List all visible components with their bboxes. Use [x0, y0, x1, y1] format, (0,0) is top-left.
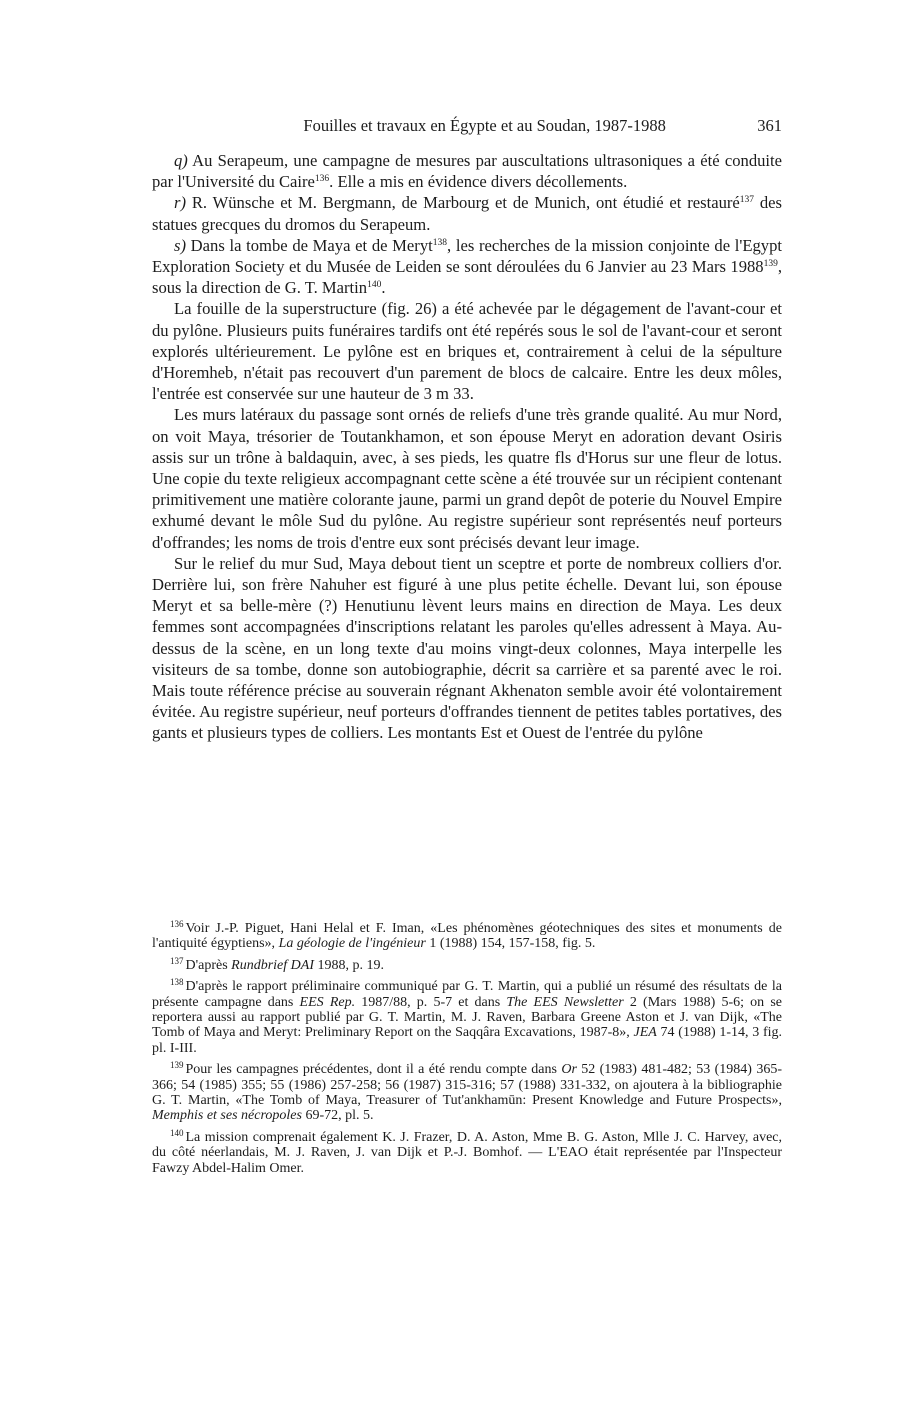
paragraph-north-wall: Les murs latéraux du passage sont ornés de reliefs d'une très grande qualité. Au mur Nord, on voit Maya, trésorier de Toutankhamon, et son épouse Meryt en adoration devant Osiris assis sur un trône à baldaquin, avec, à ses pieds, les quatre fls d'Horus sur une fleur de lotus. Une copie du texte religieux accompagnant cette scène a été trouvée sur un récipient contenant primitivement une matière colorante jaune, parmi un grand depôt de poterie du Nouvel Empire exhumé devant le môle Sud du pylône. Au registre supérieur sont représentés neuf porteurs d'offrandes; les noms de trois d'entre eux sont précisés devant leur image. [152, 405, 782, 552]
footnote-number: 138 [170, 977, 184, 988]
footnote-number: 139 [170, 1060, 184, 1071]
page-column [152, 116, 782, 744]
footnote-139: $^{139}$ Pour les campagnes précédentes, dont il a été rendu compte dans Or 52 (1983) 481-482; 53 (1984) 365-366; 54 (1985) 355; 55 (1986) 257-258; 56 (1987) 315-316; 57 (1988) 331-332, on ajoutera à la bibliographie G. T. Martin, «The Tomb of Maya, Treasurer of Tut'ankhamūn: Present Knowledge and Future Prospects», Memphis et ses nécropoles 69-72, pl. 5. [152, 1060, 782, 1124]
paragraph-superstructure: La fouille de la superstructure (fig. 26) a été achevée par le dégagement de l'avant-cour et du pylône. Plusieurs puits funéraires tardifs ont été repérés sous le sol de l'avant-cour et seront explorés ultérieurement. Le pylône est en briques et, contrairement à celui de la sépulture d'Horemheb, n'était pas recouvert d'un parement de blocs de calcaire. Entre les deux môles, l'entrée est conservée sur une hauteur de 3 m 33. [152, 299, 782, 404]
item-label: q) [174, 151, 188, 170]
footnote-137: $^{137}$ D'après Rundbrief DAI 1988, p. 19. [170, 955, 384, 973]
footnote-number: 136 [170, 919, 184, 929]
footnote-138: $^{138}$ D'après le rapport préliminaire communiqué par G. T. Martin, qui a publié un résumé des résultats de la présente campagne dans EES Rep. 1987/88, p. 5-7 et dans The EES Newsletter 2 (Mars 1988) 5-6; on se reportera aussi au rapport publié par G. T. Martin, M. J. Raven, Barbara Greene Aston et J. van Dijk, «The Tomb of Maya and Meryt: Preliminary Report on the Saqqâra Excavations, 1987-8», JEA 74 (1988) 1-14, 3 fig. pl. I-III. [152, 977, 782, 1056]
paragraph-r: r) R. Wünsche et M. Bergmann, de Marbourg et de Munich, ont étudié et restauré$^{137}$ des statues grecques du dromos du Serapeum. [152, 193, 782, 234]
page-number: 361 [757, 116, 782, 135]
running-title: Fouilles et travaux en Égypte et au Soudan, 1987-1988 [303, 116, 666, 135]
footnote-ref: 138 [432, 237, 447, 248]
body-text [152, 150, 782, 744]
running-head [152, 116, 782, 136]
footnotes [152, 917, 782, 1178]
paragraph-south-wall: Sur le relief du mur Sud, Maya debout tient un sceptre et porte de nombreux colliers d'or. Derrière lui, son frère Nahuher est figuré à une plus petite échelle. Devant lui, son épouse Meryt et sa belle-mère (?) Henutiunu lèvent leurs mains en direction de Maya. Les deux femmes sont accompagnées d'inscriptions relatant les paroles qu'elles adressent à Maya. Au-dessus de la scène, en un long texte d'au moins vingt-deux colonnes, Maya interpelle les visiteurs de sa tombe, donne son autobiographie, décrit sa carrière et sa parenté avec le roi. Mais toute référence précise au souverain régnant Akhenaton semble avoir été volontairement évitée. Au registre supérieur, neuf porteurs d'offrandes tiennent de petites tables portatives, des gants et plusieurs types de colliers. Les montants Est et Ouest de l'entrée du pylône [152, 553, 782, 743]
item-label: s) [174, 235, 186, 255]
paragraph-q: q) Au Serapeum, une campagne de mesures par auscultations ultrasoniques a été conduite par l'Université du Caire$^{136}$. Elle a mis en évidence divers décollements. [152, 151, 782, 192]
footnote-140: $^{140}$ La mission comprenait également K. J. Frazer, D. A. Aston, Mme B. G. Aston, Mlle J. C. Harvey, avec, du côté néerlandais, M. J. Raven, J. van Dijk et P.-J. Bomhof. — L'EAO était représentée par l'Inspecteur Fawzy Abdel-Halim Omer. [152, 1127, 782, 1176]
footnote-ref: 136 [314, 174, 330, 185]
footnote-136: $^{136}$ Voir J.-P. Piguet, Hani Helal et F. Iman, «Les phénomènes géotechniques des sites et monuments de l'antiquité égyptiens», La géologie de l'ingénieur 1 (1988) 154, 157-158, fig. 5. [152, 919, 782, 952]
footnote-ref: 139 [763, 259, 778, 270]
footnote-ref: 140 [367, 280, 382, 291]
footnote-number: 140 [170, 1127, 184, 1138]
footnote-ref: 137 [739, 195, 755, 206]
item-label: r) [174, 193, 186, 213]
footnote-number: 137 [170, 955, 184, 966]
paragraph-s: s) Dans la tombe de Maya et de Meryt$^{138}$, les recherches de la mission conjointe de l'Egypt Exploration Society et du Musée de Leiden se sont déroulées du 6 Janvier au 23 Mars 1988$^{139}$, sous la direction de G. T. Martin$^{140}$. [152, 235, 782, 298]
